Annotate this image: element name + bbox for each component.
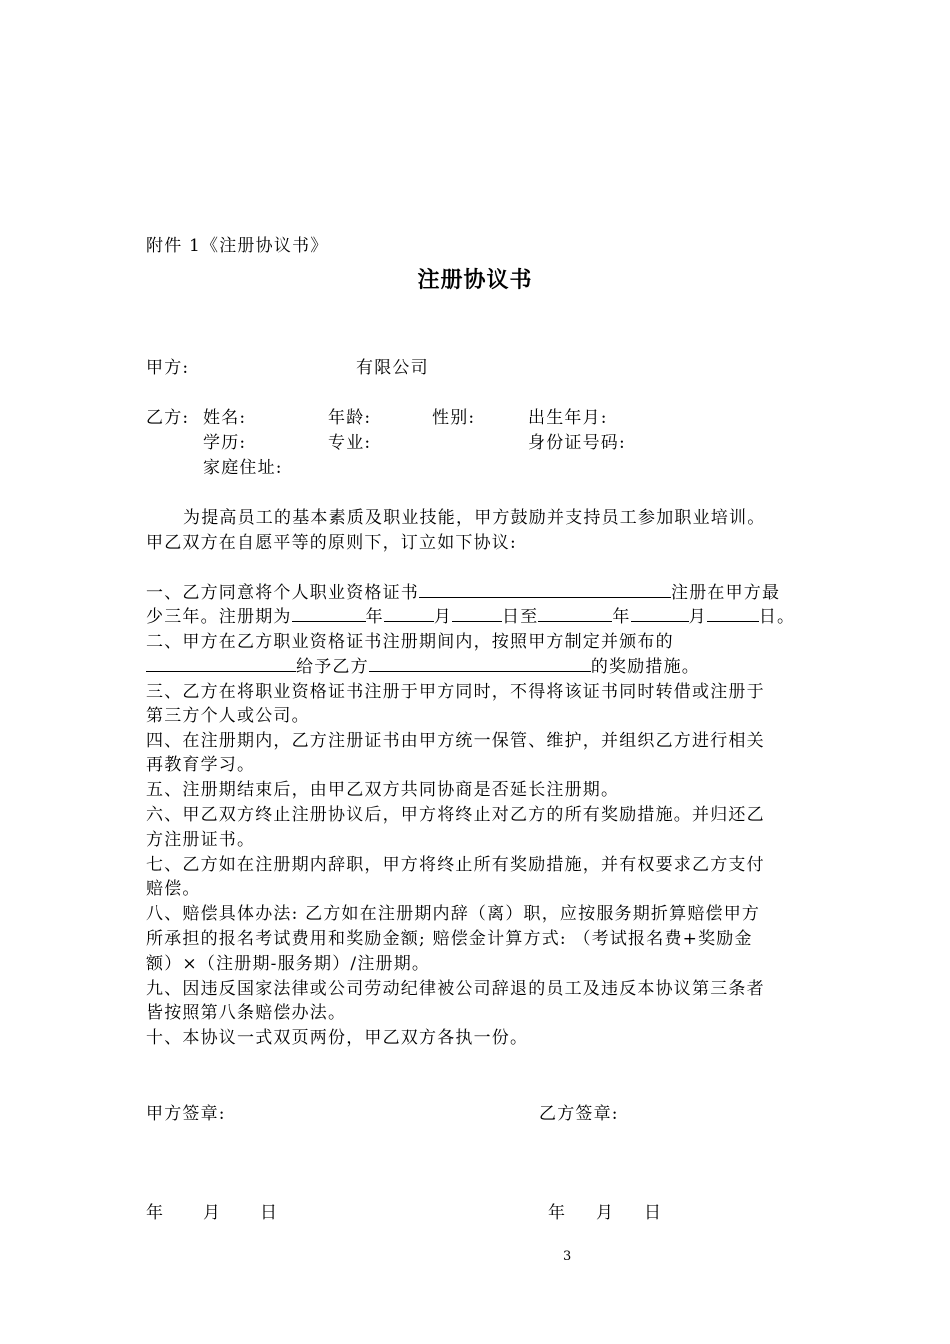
clause-7-line-2: 赔偿。: [146, 879, 201, 899]
start-year-label: 年: [365, 607, 384, 627]
end-month-label: 月: [688, 607, 707, 627]
page-number: 3: [563, 1249, 572, 1264]
home-address-label: 家庭住址:: [203, 458, 283, 478]
clause-1-line-1: [146, 578, 780, 603]
clause-3-line-1: 三、乙方在将职业资格证书注册于甲方同时，不得将该证书同时转借或注册于: [146, 682, 765, 702]
id-number-label: 身份证号码:: [528, 433, 626, 453]
start-day-blank[interactable]: [452, 606, 502, 622]
clause-7-line-1: 七、乙方如在注册期内辞职，甲方将终止所有奖励措施，并有权要求乙方支付: [146, 855, 765, 875]
clause-2-line-1: 二、甲方在乙方职业资格证书注册期间内，按照甲方制定并颁布的: [146, 632, 674, 652]
party-b-date-month: 月: [596, 1203, 615, 1223]
clause-1-line-2: [146, 602, 795, 627]
clause-1-text-a: 一、乙方同意将个人职业资格证书: [146, 583, 419, 603]
clause-4-line-1: 四、在注册期内，乙方注册证书由甲方统一保管、维护，并组织乙方进行相关: [146, 731, 765, 751]
end-day-blank[interactable]: [707, 606, 759, 622]
age-label: 年龄:: [328, 408, 372, 428]
end-year-blank[interactable]: [538, 606, 612, 622]
end-month-blank[interactable]: [631, 606, 689, 622]
start-day-label: 日至: [502, 607, 539, 627]
start-month-blank[interactable]: [384, 606, 434, 622]
clause-8-line-3: 额）×（注册期-服务期）/注册期。: [146, 954, 431, 974]
party-a-label: 甲方:: [146, 358, 190, 378]
gender-label: 性别:: [432, 408, 476, 428]
clause-1-text-c: 少三年。注册期为: [146, 607, 292, 627]
attachment-label: 附件 1《注册协议书》: [146, 236, 329, 256]
party-b-signature-label: 乙方签章:: [539, 1104, 619, 1124]
name-label: 姓名:: [203, 408, 247, 428]
clause-8-line-2: 所承担的报名考试费用和奖励金额; 赔偿金计算方式: （考试报名费+奖励金: [146, 929, 753, 949]
clause-4-line-2: 再教育学习。: [146, 755, 256, 775]
clause-2-text-b: 给予乙方: [296, 657, 369, 677]
clause-1-text-b: 注册在甲方最: [671, 583, 781, 603]
education-label: 学历:: [203, 433, 247, 453]
party-a-signature-label: 甲方签章:: [146, 1104, 226, 1124]
clause-6-line-1: 六、甲乙双方终止注册协议后，甲方将终止对乙方的所有奖励措施。并归还乙: [146, 805, 765, 825]
party-a-date-year: 年: [146, 1203, 165, 1223]
party-b-date-year: 年: [548, 1203, 567, 1223]
major-label: 专业:: [328, 433, 372, 453]
policy-blank[interactable]: [146, 656, 296, 672]
end-day-label: 日。: [758, 607, 796, 627]
certificate-blank[interactable]: [419, 582, 671, 598]
clause-9-line-2: 皆按照第八条赔偿办法。: [146, 1003, 347, 1023]
intro-line-1: 为提高员工的基本素质及职业技能，甲方鼓励并支持员工参加职业培训。: [183, 508, 766, 528]
party-a-date-month: 月: [203, 1203, 222, 1223]
reward-blank[interactable]: [369, 656, 591, 672]
start-month-label: 月: [433, 607, 453, 627]
clause-10: 十、本协议一式双页两份，甲乙双方各执一份。: [146, 1028, 529, 1048]
clause-9-line-1: 九、因违反国家法律或公司劳动纪律被公司辞退的员工及违反本协议第三条者: [146, 979, 765, 999]
clause-2-line-2: [146, 652, 700, 677]
intro-line-2: 甲乙双方在自愿平等的原则下，订立如下协议:: [146, 533, 517, 553]
clause-6-line-2: 方注册证书。: [146, 830, 256, 850]
clause-2-text-c: 的奖励措施。: [590, 657, 701, 677]
clause-5: 五、注册期结束后，由甲乙双方共同协商是否延长注册期。: [146, 780, 620, 800]
party-a-date-day: 日: [260, 1203, 279, 1223]
party-b-date-day: 日: [644, 1203, 663, 1223]
start-year-blank[interactable]: [292, 606, 366, 622]
party-b-label: 乙方:: [146, 408, 190, 428]
end-year-label: 年: [612, 607, 631, 627]
document-title: 注册协议书: [417, 267, 533, 293]
clause-8-line-1: 八、赔偿具体办法: 乙方如在注册期内辞（离）职，应按服务期折算赔偿甲方: [146, 904, 761, 924]
party-a-company-suffix: 有限公司: [356, 358, 429, 378]
birth-date-label: 出生年月:: [528, 408, 608, 428]
clause-3-line-2: 第三方个人或公司。: [146, 706, 310, 726]
